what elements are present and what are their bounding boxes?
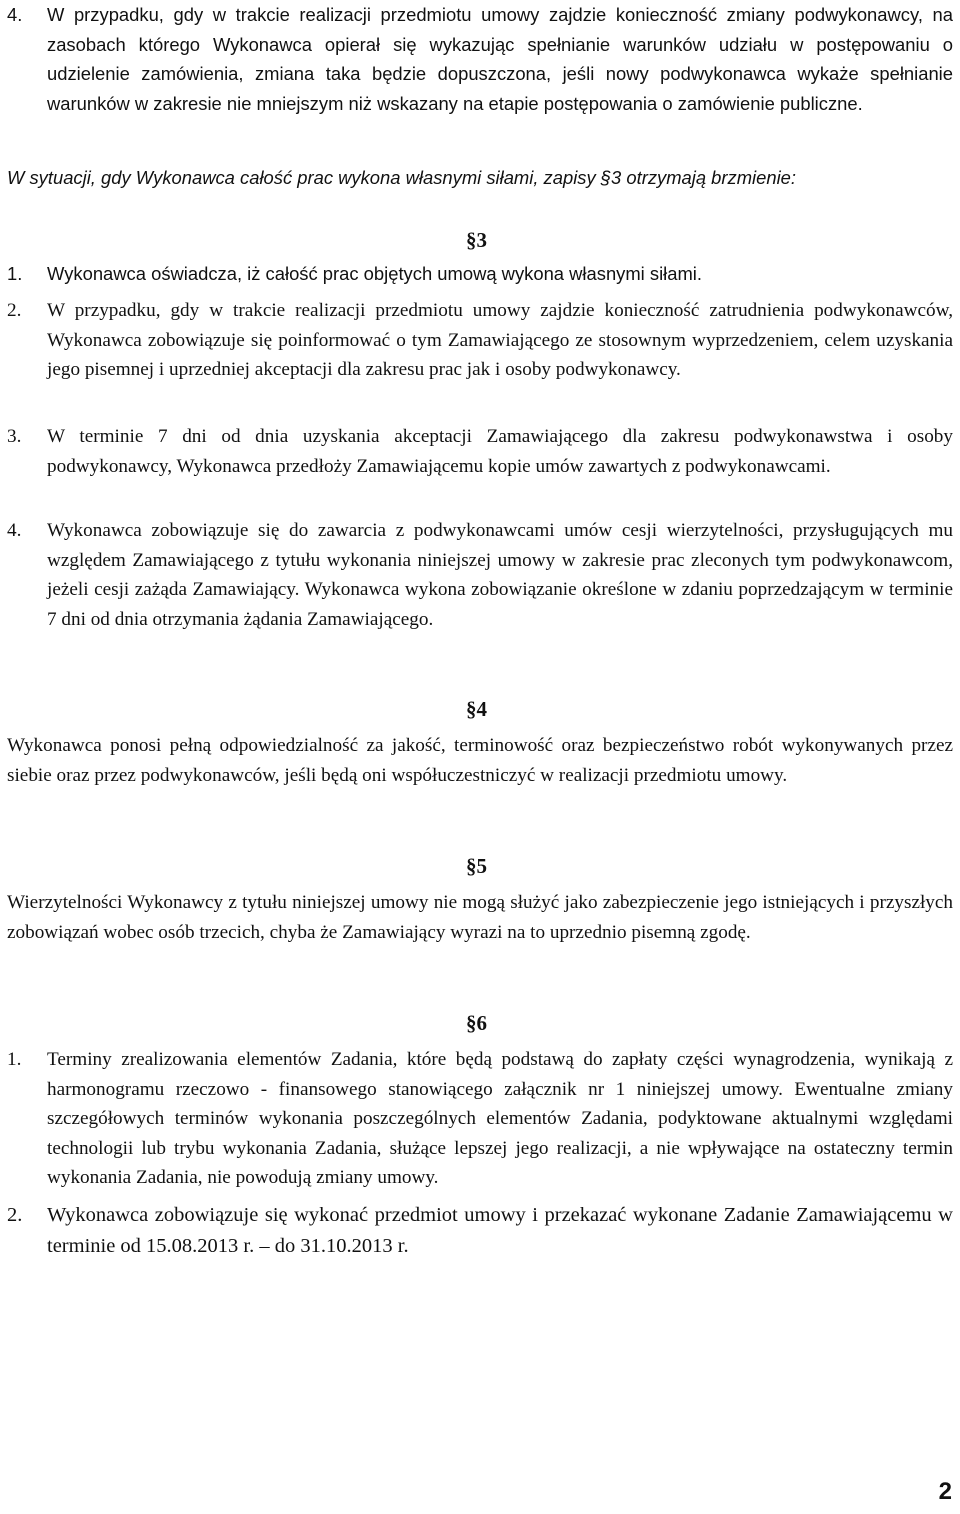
list-item-text: Wykonawca oświadcza, iż całość prac objętych umową wykona własnymi siłami.	[47, 263, 702, 284]
list-item	[7, 259, 953, 289]
section-4-text: Wykonawca ponosi pełną odpowiedzialność za jakość, terminowość oraz bezpieczeństwo robót wykonywanych przez siebie oraz przez podwykonawców, jeśli będą oni współuczestniczyć w realizacji przedmiotu umowy.	[7, 735, 953, 786]
list-item-text: Wykonawca zobowiązuje się do zawarcia z podwykonawcami umów cesji wierzytelności, przysługujących mu względem Zamawiającego z tytułu wykonania niniejszej umowy w zakresie prac zleconych tym podwykonawcom, jeżeli cesji zażąda Zamawiający. Wykonawca wykona zobowiązanie określone w zdaniu poprzedzającym w terminie 7 dni od dnia otrzymania żądania Zamawiającego.	[47, 520, 953, 630]
list-item-text: W przypadku, gdy w trakcie realizacji przedmiotu umowy zajdzie konieczność zatrudnienia podwykonawców, Wykonawca zobowiązuje się poinformować o tym Zamawiającego ze stosownym wyprzedzeniem, celem uzyskania jego pisemnej i uprzedniej akceptacji dla zakresu prac jak i osoby podwykonawcy.	[47, 300, 953, 380]
list-item-text: Wykonawca zobowiązuje się wykonać przedmiot umowy i przekazać wykonane Zadanie Zamawiającemu w terminie od 15.08.2013 r. – do 31.10.2013 r.	[47, 1204, 953, 1257]
list-item-number: 3.	[7, 426, 22, 447]
section-heading-5: §5	[466, 854, 487, 878]
list-item-text: Terminy zrealizowania elementów Zadania, które będą podstawą do zapłaty części wynagrodzenia, wynikają z harmonogramu rzeczowo - finansowego stanowiącego załącznik nr 1 niniejszej umowy. Ewentualne zmiany szczegółowych terminów wykonania poszczególnych elementów Zadania, podyktowane aktualnymi względami technologii lub trybu wykonania Zadania, służące lepszej jego realizacji, a nie wpływające na ostateczny termin wykonania Zadania, nie powodują zmiany umowy.	[47, 1049, 953, 1188]
section-heading-6: §6	[466, 1011, 487, 1035]
section-heading-3: §3	[466, 228, 487, 252]
list-item	[7, 296, 953, 385]
list-item-number: 2.	[7, 1204, 23, 1226]
list-item	[7, 516, 953, 634]
list-item-number: 2.	[7, 300, 22, 321]
list-item-number: 4.	[7, 4, 23, 25]
intro-note: W sytuacji, gdy Wykonawca całość prac wykona własnymi siłami, zapisy §3 otrzymają brzmienie:	[7, 167, 797, 188]
list-item	[7, 422, 953, 481]
section-heading-4: §4	[466, 697, 487, 721]
page-number: 2	[938, 1478, 952, 1505]
list-item	[7, 1045, 953, 1193]
list-item	[7, 1200, 953, 1262]
list-item-number: 4.	[7, 520, 22, 541]
section-5-text: Wierzytelności Wykonawcy z tytułu niniejszej umowy nie mogą służyć jako zabezpieczenie jego istniejących i przyszłych zobowiązań wobec osób trzecich, chyba że Zamawiający wyrazi na to uprzednio pisemną zgodę.	[7, 892, 953, 943]
list-item-number: 1.	[7, 1049, 22, 1070]
list-item-text: W terminie 7 dni od dnia uzyskania akceptacji Zamawiającego dla zakresu podwykonawstwa i osoby podwykonawcy, Wykonawca przedłoży Zamawiającemu kopie umów zawartych z podwykonawcami.	[47, 426, 953, 477]
list-item-text: W przypadku, gdy w trakcie realizacji przedmiotu umowy zajdzie konieczność zmiany podwykonawcy, na zasobach którego Wykonawca opierał się wykazując spełnianie warunków udziału w postępowaniu o udzielenie zamówienia, zmiana taka będzie dopuszczona, jeśli nowy podwykonawca wykaże spełnianie warunków w zakresie nie mniejszym niż wskazany na etapie postępowania o zamówienie publiczne.	[47, 4, 953, 114]
list-item-number: 1.	[7, 263, 23, 284]
list-item	[7, 0, 953, 118]
